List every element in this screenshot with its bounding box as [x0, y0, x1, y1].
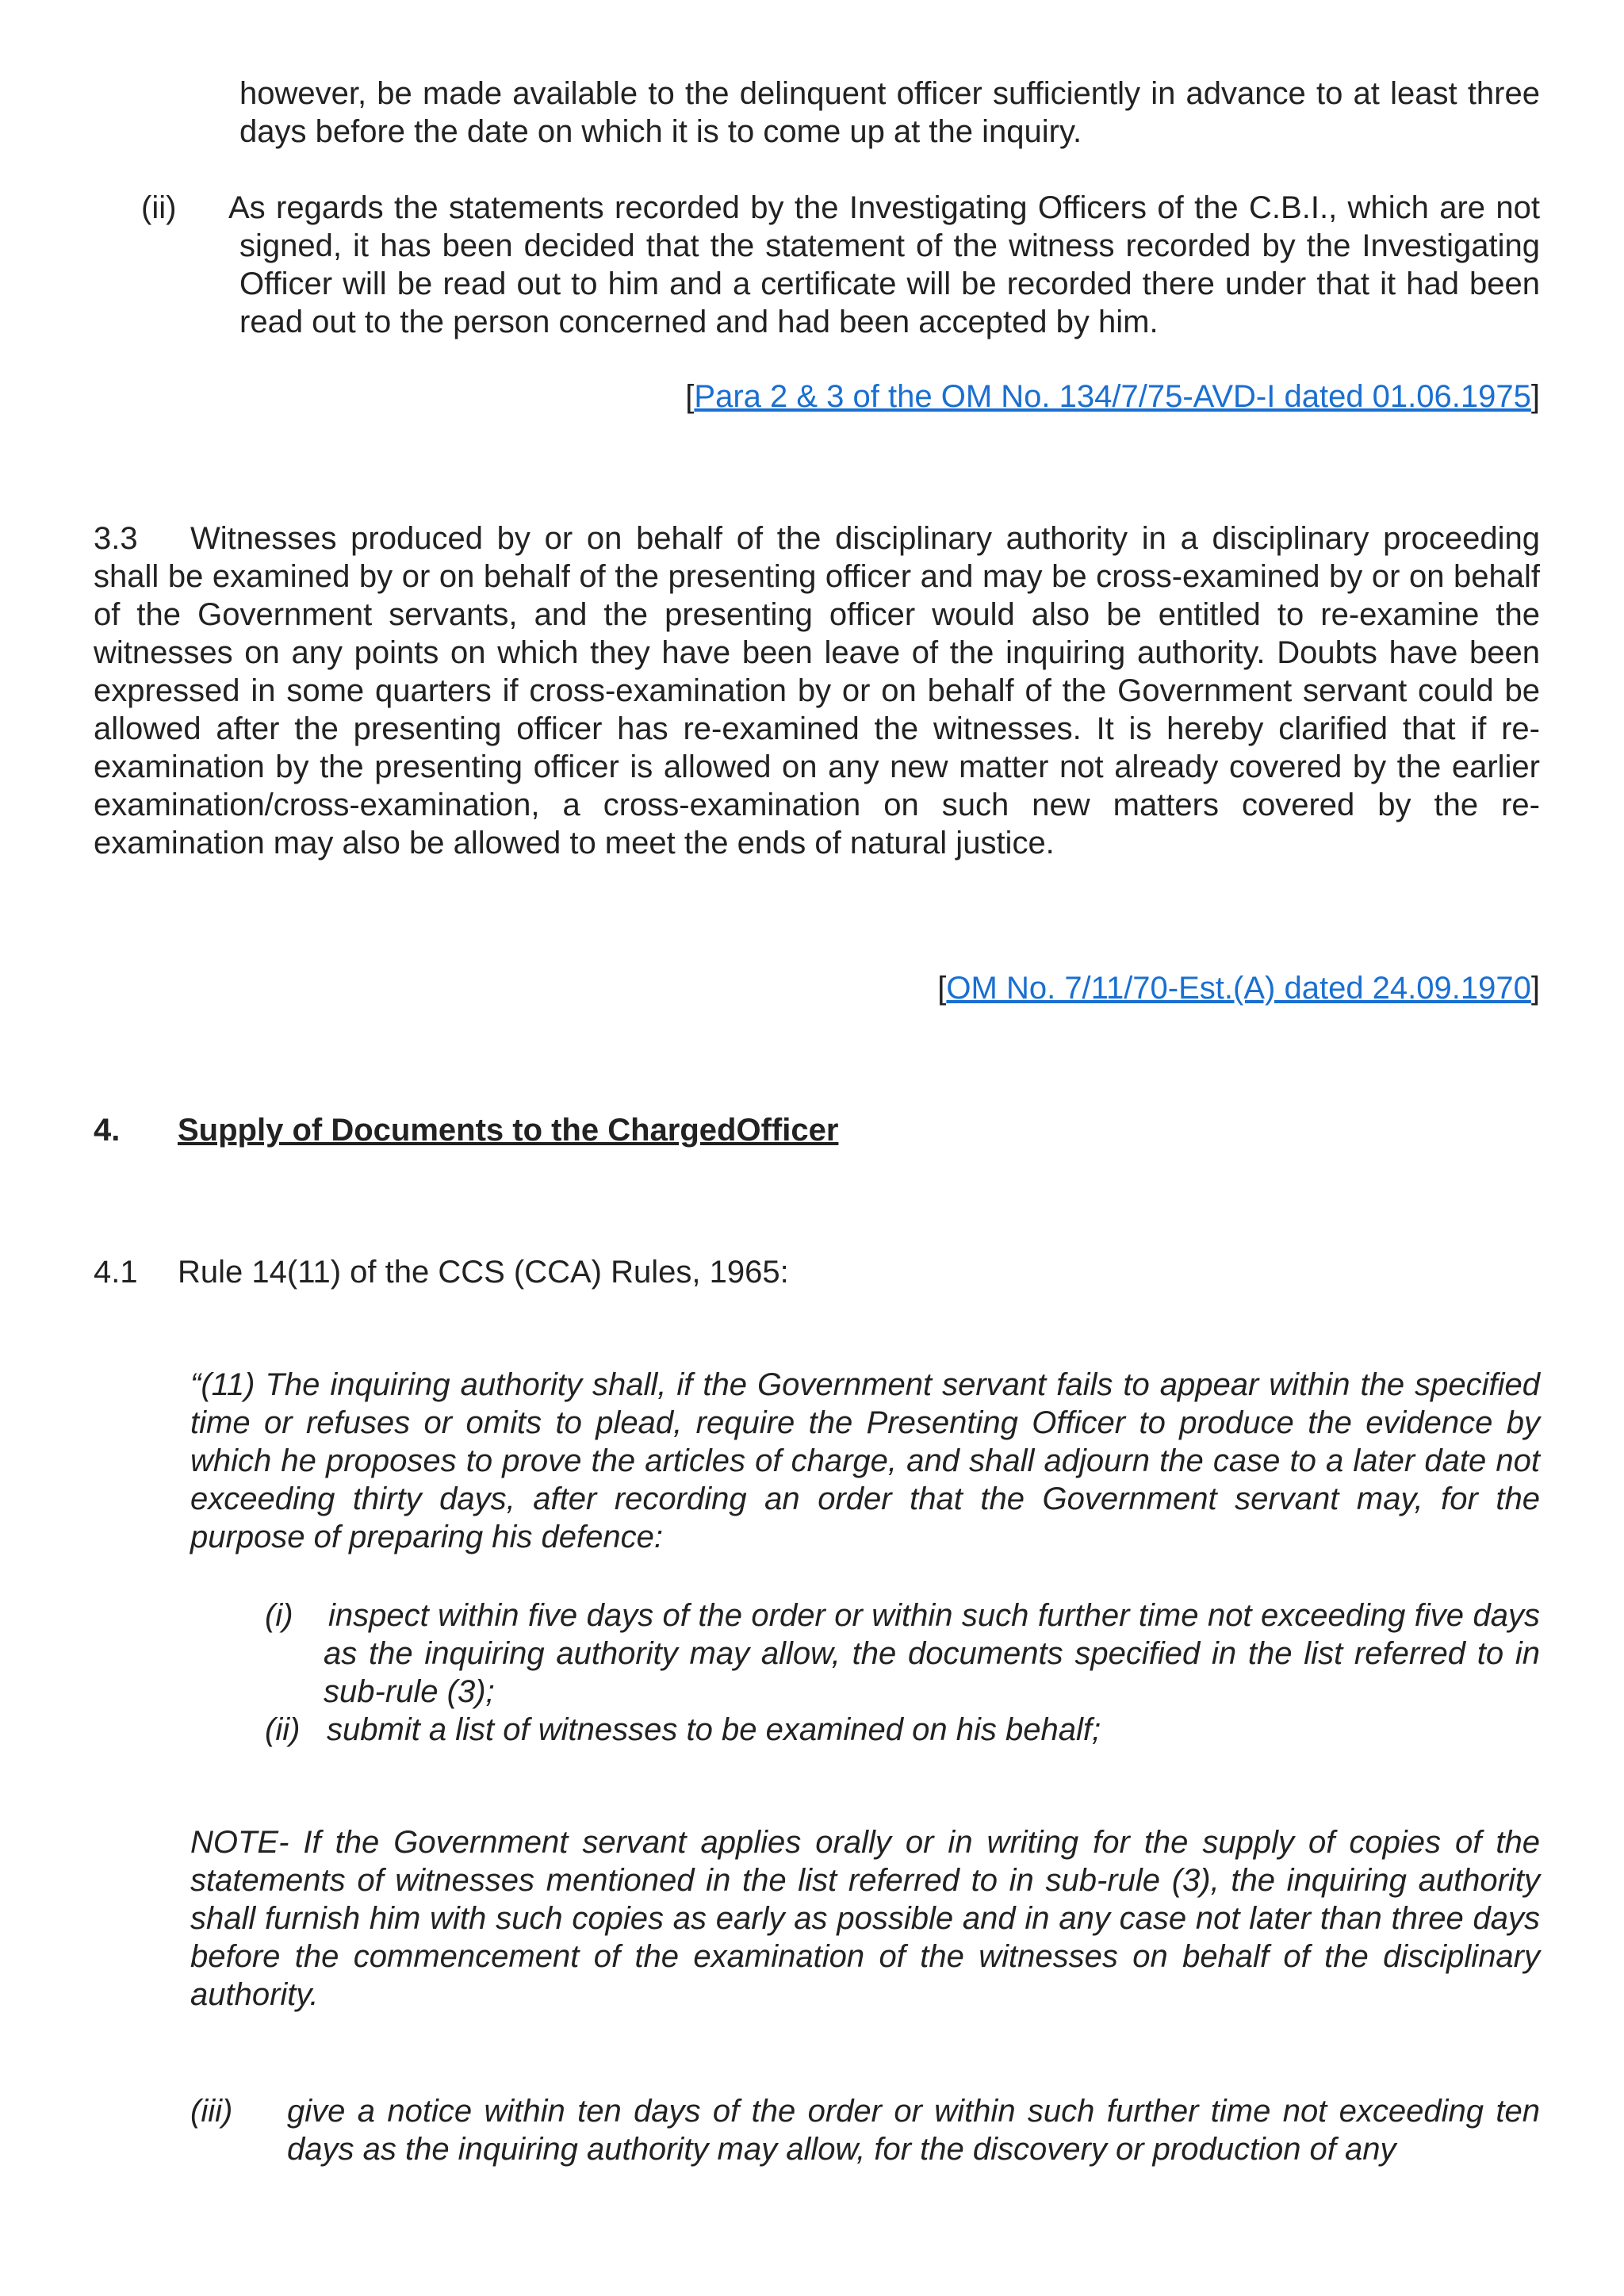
reference-bracket-close: ]: [1530, 971, 1540, 1006]
reference-citation-2: [714, 969, 1540, 1007]
rule-note: NOTE- If the Government servant applies orally or in writing for the supply of copies of the statements of witnesses mentioned in the list referred to in sub-rule (3), the inquiring authority shall furnish him with such copies as early as possible and in any case not later than three days before the commencement of the examination of the witnesses on behalf of the disciplinary authority.: [190, 1825, 1540, 2012]
paragraph-number-4-1: 4.1: [94, 1255, 138, 1290]
rule-item-i: inspect within five days of the order or within such further time not exceeding five days as the inquiring authority may allow, the documents specified in the list referred to in sub-rule (3);: [324, 1598, 1540, 1709]
rule-item-marker-iii: (iii): [190, 2094, 233, 2129]
paragraph-continuation: however, be made available to the delinquent officer sufficiently in advance to at least three days before the date on which it is to come up at the inquiry.: [239, 76, 1540, 149]
rule-item-marker-ii: (ii): [265, 1712, 301, 1747]
reference-link-1[interactable]: Para 2 & 3 of the OM No. 134/7/75-AVD-I dated 01.06.1975: [694, 379, 1531, 414]
paragraph-3-3-text: Witnesses produced by or on behalf of the disciplinary authority in a disciplinary proceeding shall be examined by or on behalf of the presenting officer and may be cross-examined by or on behalf of the Government servants, and the presenting officer would also be entitled to re-examine the witnesses on any points on which they have been leave of the inquiring authority. Doubts have been expressed in some quarters if cross-examination by or on behalf of the Government servant could be allowed after the presenting officer has re-examined the witnesses. It is hereby clarified that if re-examination by the presenting officer is allowed on any new matter not already covered by the earlier examination/cross-examination, a cross-examination on such new matters covered by the re-examination may also be allowed to meet the ends of natural justice.: [94, 521, 1540, 861]
reference-bracket-open: [: [685, 379, 695, 414]
rule-item-iii: give a notice within ten days of the order or within such further time not exceeding ten days as the inquiring authority may allow, for the discovery or production of any: [287, 2094, 1540, 2167]
item-marker-ii: (ii): [141, 190, 177, 225]
reference-link-2[interactable]: OM No. 7/11/70-Est.(A) dated 24.09.1970: [946, 971, 1531, 1006]
rule-item-ii: submit a list of witnesses to be examined on his behalf;: [327, 1712, 1101, 1747]
reference-citation-1: [555, 378, 1540, 416]
paragraph-number: 3.3: [94, 521, 138, 556]
paragraph-ii: As regards the statements recorded by the Investigating Officers of the C.B.I., which are not signed, it has been decided that the statement of the witness recorded by the Investigating Officer will be read out to him and a certificate will be recorded there under that it had been read out to the person concerned and had been accepted by him.: [228, 190, 1540, 339]
paragraph-3-3: [94, 519, 1540, 862]
rule-quote: “(11) The inquiring authority shall, if the Government servant fails to appear within the specified time or refuses or omits to plead, require the Presenting Officer to produce the evidence by which he proposes to prove the articles of charge, and shall adjourn the case to a later date not exceeding thirty days, after recording an order that the Government servant may, for the purpose of preparing his defence:: [190, 1367, 1540, 1554]
section-heading: Supply of Documents to the ChargedOfficer: [178, 1113, 839, 1148]
paragraph-4-1-text: Rule 14(11) of the CCS (CCA) Rules, 1965:: [178, 1255, 789, 1290]
section-number: 4.: [94, 1113, 121, 1148]
reference-bracket-open: [: [937, 971, 947, 1006]
rule-item-marker-i: (i): [265, 1598, 293, 1633]
reference-bracket-close: ]: [1530, 379, 1540, 414]
